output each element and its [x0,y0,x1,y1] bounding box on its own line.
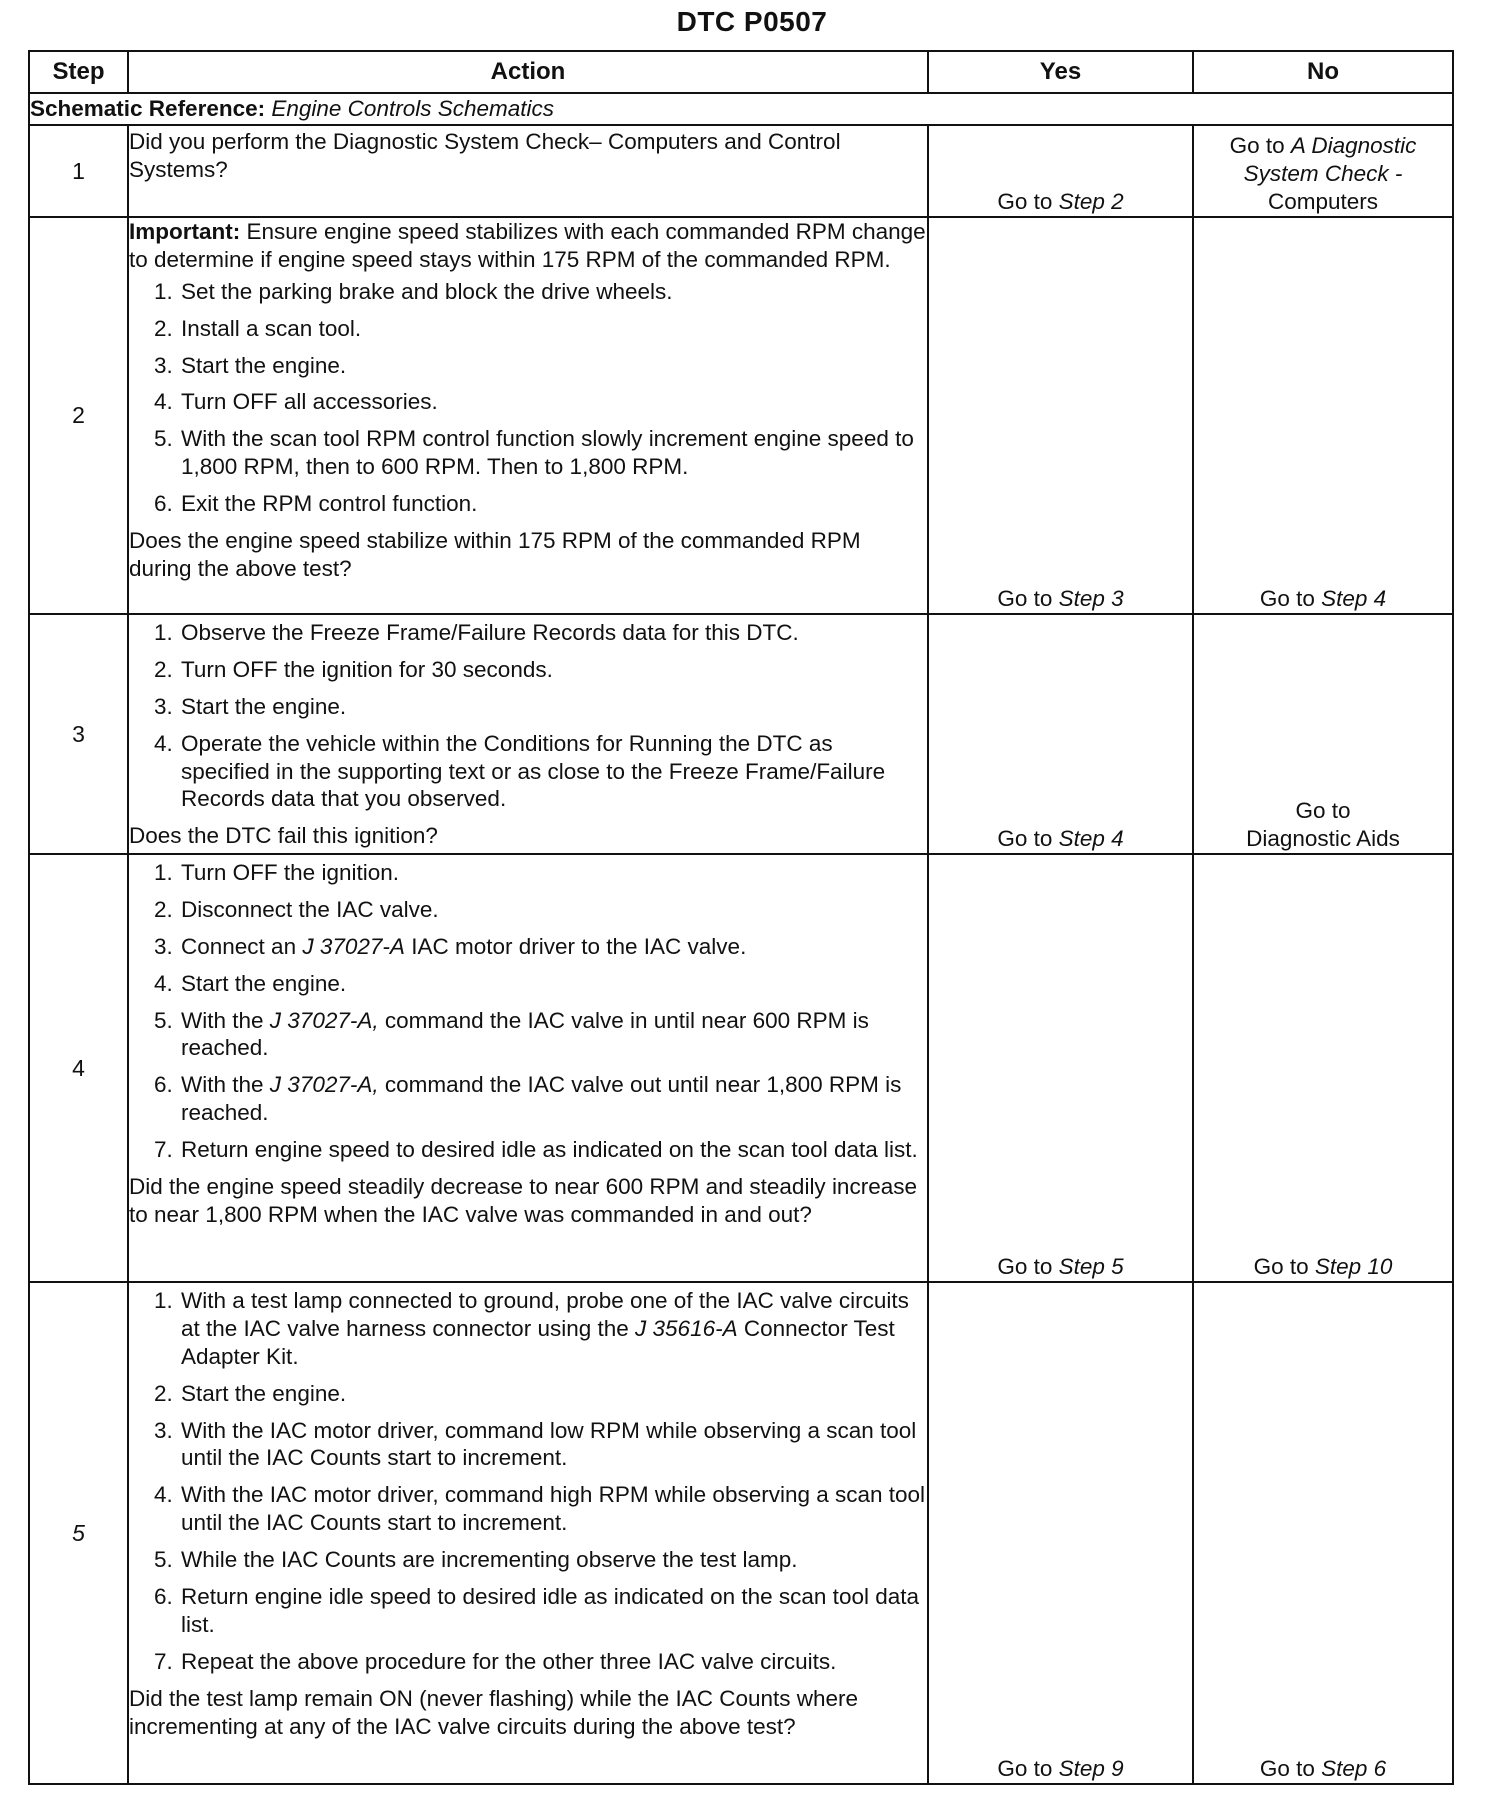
list-item: 4. Operate the vehicle within the Conditions for Running the DTC as specified in the supporting text or as close to the Freeze Frame/Failure Records data that you observed. [179,730,927,814]
question-text: Did the test lamp remain ON (never flashing) while the IAC Counts where incrementing at any of the IAC valve circuits during the above test? [129,1685,859,1739]
item-text: With a test lamp connected to ground, probe one of the IAC valve circuits at the IAC valve harness connector using the [181,1288,909,1341]
question-text: Did you perform the Diagnostic System Check– Computers and Control Systems? [129,129,841,182]
list-item [179,933,927,961]
yes-link: Step 3 [1058,586,1124,612]
action-cell [128,854,928,1282]
list-item: 7. Repeat the above procedure for the other three IAC valve circuits. [179,1648,927,1676]
no-cell [1193,614,1453,854]
list-item: 2. Disconnect the IAC valve. [179,896,927,924]
step-number: 2 [29,217,128,614]
yes-prefix: Go to [997,189,1053,215]
tool-ref: J 37027-A [302,933,405,959]
item-text: command the IAC valve out until near 1,800 RPM is reached. [181,1072,902,1126]
important-label: Important: [129,219,241,244]
action-cell [128,1282,928,1784]
step-number: 1 [29,125,128,217]
no-prefix: Go to [1259,1756,1315,1782]
table-row [29,854,1453,1282]
list-item: 4. With the IAC motor driver, command high RPM while observing a scan tool until the IAC Counts start to increment. [179,1481,927,1537]
list-item: 3. Start the engine. [179,693,927,721]
list-item: 1. Set the parking brake and block the drive wheels. [179,278,927,306]
action-cell [128,125,928,217]
list-item: 1. Turn OFF the ignition. [179,859,927,887]
yes-cell [928,614,1193,854]
list-item [179,1071,927,1127]
yes-prefix: Go to [997,1254,1053,1280]
header-no: No [1193,51,1453,93]
list-item: 4. Turn OFF all accessories. [179,388,927,416]
item-text: command the IAC valve in until near 600 RPM is reached. [181,1007,869,1061]
item-text: Connect an [181,933,297,959]
header-yes: Yes [928,51,1193,93]
no-link: Diagnostic Aids [1246,826,1400,852]
diagnostic-table [28,50,1454,1785]
no-prefix: Go to [1259,586,1315,612]
list-item: 6. Return engine idle speed to desired idle as indicated on the scan tool data list. [179,1583,927,1639]
list-item: 2. Start the engine. [179,1380,927,1408]
yes-cell [928,217,1193,614]
important-note [129,218,927,274]
list-item: 3. Start the engine. [179,352,927,380]
question-text: Did the engine speed steadily decrease to near 600 RPM and steadily increase to near 1,800 RPM when the IAC valve was commanded in and out? [129,1174,917,1227]
item-text: Connector Test Adapter Kit. [181,1315,895,1369]
schematic-link: Engine Controls Schematics [271,96,555,122]
no-line-1: Go to [1295,798,1351,824]
list-item: 5. With the scan tool RPM control function slowly increment engine speed to 1,800 RPM, then to 600 RPM. Then to 1,800 RPM. [179,425,927,481]
yes-link: Step 5 [1058,1254,1124,1280]
yes-cell [928,1282,1193,1784]
tool-ref: J 37027-A, [269,1007,379,1033]
yes-link: Step 9 [1058,1756,1124,1782]
important-text: Ensure engine speed stabilizes with each commanded RPM change to determine if engine speed stays within 175 RPM of the commanded RPM. [129,219,926,272]
no-link: Step 10 [1314,1254,1393,1280]
table-row [29,217,1453,614]
list-item: 2. Turn OFF the ignition for 30 seconds. [179,656,927,684]
no-cell [1193,854,1453,1282]
procedure-list [129,278,927,518]
step-number: 3 [29,614,128,854]
item-text: IAC motor driver to the IAC valve. [411,933,747,959]
item-text: With the [181,1007,264,1033]
yes-cell [928,125,1193,217]
list-item: 4. Start the engine. [179,970,927,998]
question-text: Does the DTC fail this ignition? [129,823,438,849]
list-item: 3. With the IAC motor driver, command low RPM while observing a scan tool until the IAC Counts start to increment. [179,1417,927,1473]
no-suffix: Computers [1267,188,1379,214]
tool-ref: J 37027-A, [269,1072,379,1098]
step-number: 4 [29,854,128,1282]
header-action: Action [128,51,928,93]
no-cell [1193,125,1453,217]
list-item: 7. Return engine speed to desired idle as indicated on the scan tool data list. [179,1136,927,1164]
page-title: DTC P0507 [676,6,828,37]
list-item [179,1007,927,1063]
procedure-list [129,619,927,813]
list-item: 5. While the IAC Counts are incrementing observe the test lamp. [179,1546,927,1574]
question-text: Does the engine speed stabilize within 175 RPM of the commanded RPM during the above test? [129,528,861,581]
schematic-row [29,93,1453,125]
yes-prefix: Go to [997,1756,1053,1782]
schematic-reference [29,93,1453,125]
no-prefix: Go to [1253,1254,1309,1280]
no-cell [1193,1282,1453,1784]
yes-link: Step 4 [1058,826,1124,852]
yes-prefix: Go to [997,586,1053,612]
list-item: 1. Observe the Freeze Frame/Failure Records data for this DTC. [179,619,927,647]
table-row [29,125,1453,217]
no-link: Step 4 [1321,586,1387,612]
tool-ref: J 35616-A [635,1315,738,1341]
list-item: 6. Exit the RPM control function. [179,490,927,518]
table-row [29,614,1453,854]
procedure-list [129,1287,927,1676]
schematic-label: Schematic Reference: [30,96,266,122]
header-row [29,51,1453,93]
step-number: 5 [29,1282,128,1784]
procedure-list [129,859,927,1164]
list-item [179,1287,927,1371]
action-cell [128,217,928,614]
no-prefix: Go to [1229,133,1285,158]
header-step: Step [29,51,128,93]
yes-prefix: Go to [997,826,1053,852]
list-item: 2. Install a scan tool. [179,315,927,343]
action-cell [128,614,928,854]
no-cell [1193,217,1453,614]
table-row [29,1282,1453,1784]
yes-cell [928,854,1193,1282]
yes-link: Step 2 [1058,189,1124,215]
item-text: With the [181,1072,264,1098]
no-link: Step 6 [1321,1756,1387,1782]
no-link: A Diagnostic System Check - [1243,133,1417,186]
